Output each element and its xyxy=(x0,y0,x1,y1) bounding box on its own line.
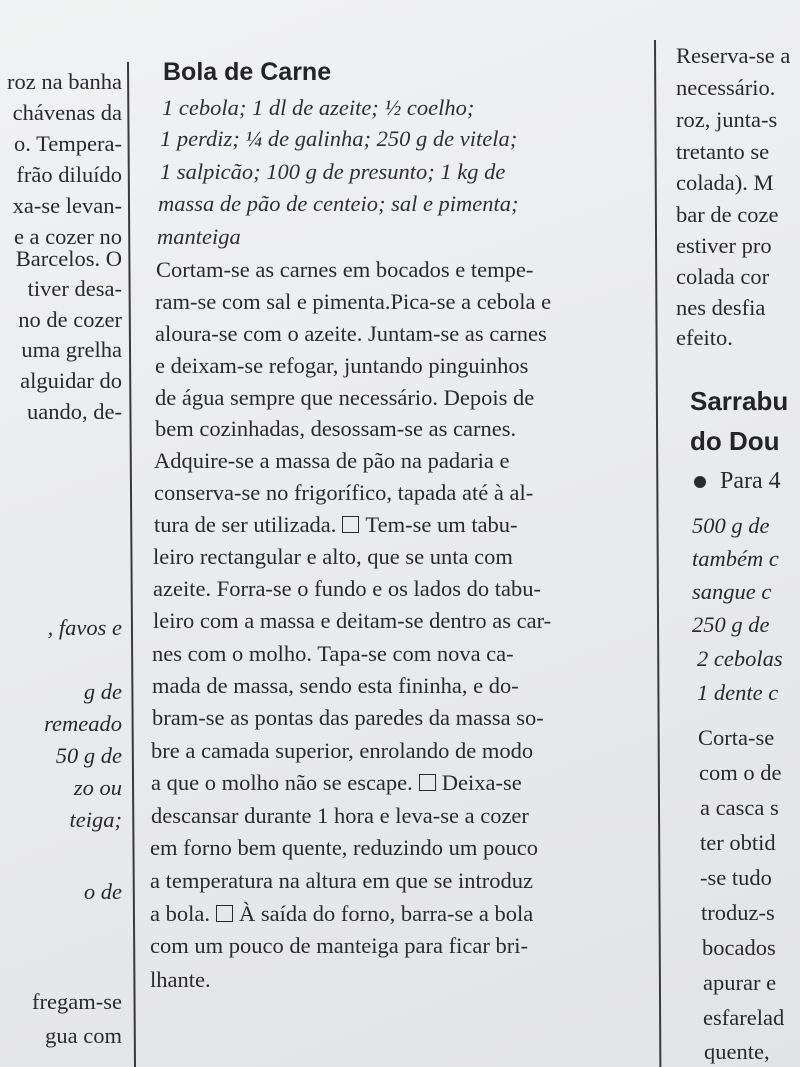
ingredient-line: 1 perdiz; ¼ de galinha; 250 g de vitela; xyxy=(160,126,518,151)
right-text-line: apurar e xyxy=(703,970,777,995)
right-text-line: Reserva-se a xyxy=(676,43,791,68)
method-line: aloura-se com o azeite. Juntam-se as carnes xyxy=(155,321,547,346)
left-ingredient-line: , favos e xyxy=(47,615,122,640)
right-text-line: colada cor xyxy=(676,264,770,289)
method-line-part: a que o molho não se escape. xyxy=(151,770,413,795)
left-text-line: alguidar do xyxy=(20,368,122,393)
ingredient-line: 1 cebola; 1 dl de azeite; ½ coelho; xyxy=(162,95,475,120)
method-line-part: tura de ser utilizada. xyxy=(154,512,337,537)
left-ingredient-line: o de xyxy=(83,879,122,904)
method-line: descansar durante 1 hora e leva-se a cozer xyxy=(151,803,529,828)
right-ingredient-line: também c xyxy=(692,546,779,571)
method-line-part: Deixa-se xyxy=(441,770,522,795)
method-line: de água sempre que necessário. Depois de xyxy=(155,385,535,410)
left-text-line: tiver desa- xyxy=(27,276,122,301)
left-ingredient-line: zo ou xyxy=(73,775,122,800)
method-line: bre a camada superior, enrolando de modo xyxy=(151,738,534,763)
right-text-line: bocados xyxy=(702,935,776,960)
right-text-line: roz, junta-s xyxy=(676,107,778,132)
left-ingredient-line: 50 g de xyxy=(55,743,122,768)
left-ingredient-line: g de xyxy=(83,679,122,704)
column-divider-left xyxy=(127,62,136,1067)
method-line: com um pouco de manteiga para ficar bri- xyxy=(150,933,528,958)
ingredient-line: massa de pão de centeio; sal e pimenta; xyxy=(158,191,519,216)
method-line: ram-se com sal e pimenta.Pica-se a cebola e xyxy=(155,289,552,314)
right-ingredient-line: 250 g de xyxy=(692,612,770,637)
left-text-line: gua com xyxy=(45,1023,122,1048)
right-text-line: troduz-s xyxy=(701,900,775,925)
right-text-line: necessário. xyxy=(676,75,776,100)
paragraph-box-icon xyxy=(216,905,233,922)
method-line: azeite. Forra-se o fundo e os lados do tabu- xyxy=(153,576,542,601)
method-line: nes com o molho. Tapa-se com nova ca- xyxy=(152,641,514,666)
method-line xyxy=(151,767,522,798)
right-text-line: estiver pro xyxy=(676,233,772,258)
left-text-line: fregam-se xyxy=(32,989,122,1014)
left-text-line: frão diluído xyxy=(16,162,122,187)
right-text-line: tretanto se xyxy=(676,139,770,164)
method-line-part: Tem-se um tabu- xyxy=(365,512,518,537)
right-text-line: Corta-se xyxy=(698,725,775,750)
left-text-line: roz na banha xyxy=(7,69,122,94)
method-line: leiro rectangular e alto, que se unta com xyxy=(153,544,513,569)
section-heading: do Dou xyxy=(690,426,780,456)
left-text-line: no de cozer xyxy=(18,307,122,332)
left-ingredient-line: teiga; xyxy=(69,807,122,832)
left-text-line: chávenas da xyxy=(12,100,122,125)
right-text-line: -se tudo xyxy=(700,865,772,890)
method-line: Adquire-se a massa de pão na padaria e xyxy=(154,448,510,473)
method-line xyxy=(150,898,533,929)
right-text-line: esfarelad xyxy=(703,1005,785,1030)
right-text-line: com o de xyxy=(699,760,782,785)
bullet-icon xyxy=(694,476,706,488)
method-line: bem cozinhadas, desossam-se as carnes. xyxy=(155,416,517,441)
left-text-line: o. Tempera- xyxy=(14,131,122,156)
left-text-line: e a cozer no xyxy=(13,224,122,249)
ingredient-line: 1 salpicão; 100 g de presunto; 1 kg de xyxy=(160,159,506,184)
right-text-line: quente, xyxy=(704,1039,770,1064)
ingredient-line: manteiga xyxy=(157,224,241,249)
column-divider-right xyxy=(654,40,661,1067)
method-line xyxy=(154,509,518,540)
recipe-title: Bola de Carne xyxy=(163,58,332,86)
left-text-line: uando, de- xyxy=(27,399,122,424)
method-line-part: a bola. xyxy=(150,901,210,926)
right-text-line: bar de coze xyxy=(676,202,779,227)
left-text-line: xa-se levan- xyxy=(12,193,122,218)
method-line: e deixam-se refogar, juntando pinguinhos xyxy=(155,353,529,378)
right-ingredient-line: sangue c xyxy=(692,579,772,604)
right-ingredient-line: 1 dente c xyxy=(697,680,779,705)
method-line: leiro com a massa e deitam-se dentro as car- xyxy=(153,608,552,633)
method-line: bram-se as pontas das paredes da massa so- xyxy=(152,705,544,730)
left-ingredient-line: remeado xyxy=(44,711,122,736)
section-heading: Sarrabu xyxy=(690,386,789,416)
method-line: a temperatura na altura em que se introduz xyxy=(150,868,533,893)
right-ingredient-line: 500 g de xyxy=(692,513,770,538)
method-line: mada de massa, sendo esta fininha, e do- xyxy=(152,673,519,698)
serves-text: Para 4 xyxy=(720,468,781,494)
right-ingredient-line: 2 cebolas xyxy=(697,646,783,671)
method-line: em forno bem quente, reduzindo um pouco xyxy=(150,835,539,860)
method-line: conserva-se no frigorífico, tapada até à al- xyxy=(154,480,534,505)
right-text-line: ter obtid xyxy=(700,830,776,855)
paragraph-box-icon xyxy=(419,774,436,791)
left-text-line: Barcelos. O xyxy=(15,246,122,271)
method-line-part: À saída do forno, barra-se a bola xyxy=(238,901,534,926)
paragraph-box-icon xyxy=(342,516,359,533)
method-line: lhante. xyxy=(150,967,211,992)
serves-line xyxy=(694,466,781,497)
method-line: Cortam-se as carnes em bocados e tempe- xyxy=(156,257,534,282)
right-text-line: colada). M xyxy=(676,170,774,195)
left-text-line: uma grelha xyxy=(21,337,122,362)
right-text-line: nes desfia xyxy=(676,295,766,320)
right-text-line: a casca s xyxy=(700,795,779,820)
right-text-line: efeito. xyxy=(676,325,733,350)
